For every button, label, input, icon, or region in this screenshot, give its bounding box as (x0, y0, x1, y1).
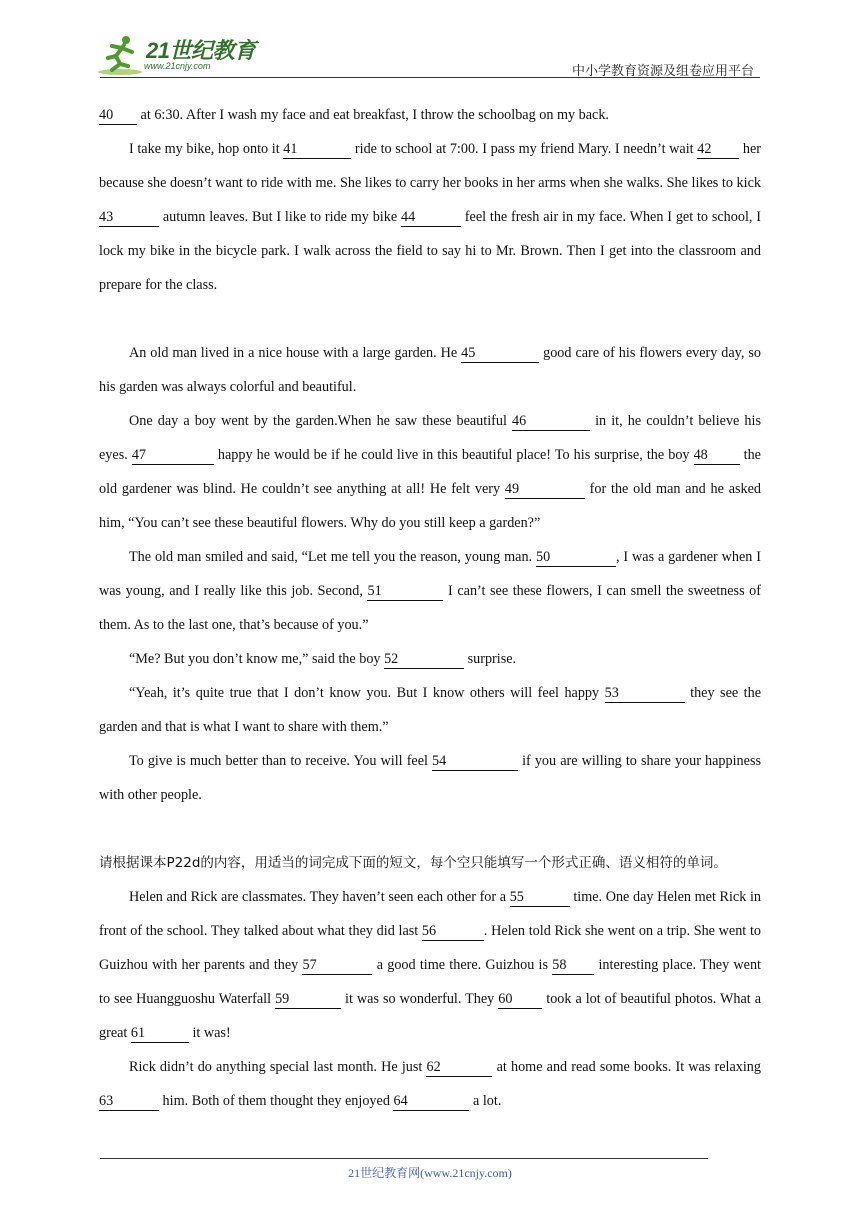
paragraph-text: interesting place. They went to see Huangguoshu Waterfall (99, 957, 761, 1007)
blank-42[interactable]: 42 (697, 140, 739, 159)
page-footer: 21世纪教育网(www.21cnjy.com) (348, 1166, 512, 1180)
paragraph-text: , I was a gardener when I was young, and I really like this job. Second, (99, 549, 761, 599)
blank-49[interactable]: 49 (505, 480, 585, 499)
paragraph-text: Helen and Rick are classmates. They haven’t seen each other for a (129, 889, 510, 905)
paragraph-text: “Yeah, it’s quite true that I don’t know you. But I know others will feel happy (129, 685, 605, 701)
paragraph-text: her because she doesn’t want to ride with me. She likes to carry her books in her arms when she walks. She likes to kick (99, 141, 761, 191)
paragraph-text: the old gardener was blind. He couldn’t see anything at all! He felt very (99, 447, 761, 497)
blank-48[interactable]: 48 (694, 446, 740, 465)
paragraph-text: him. Both of them thought they enjoyed (159, 1093, 394, 1109)
header-divider (100, 77, 760, 78)
paragraph-text: it was! (188, 1025, 231, 1041)
site-logo (96, 34, 266, 78)
running-person-icon (96, 34, 144, 76)
platform-name: 中小学教育资源及组卷应用平台 (571, 64, 754, 79)
paragraph-text: “Me? But you don’t know me,” said the boy (129, 651, 385, 667)
blank-60[interactable]: 60 (498, 990, 542, 1009)
paragraph-text: surprise. (464, 651, 517, 667)
paragraph-text: if you are willing to share your happiness with other people. (99, 753, 761, 803)
blank-63[interactable]: 63 (99, 1092, 159, 1111)
blank-44[interactable]: 44 (401, 208, 461, 227)
blank-53[interactable]: 53 (605, 684, 685, 703)
paragraph-text: for the old man and he asked him, “You can’t see these beautiful flowers. Why do you still keep a garden?” (99, 481, 762, 531)
blank-64[interactable]: 64 (393, 1092, 469, 1111)
blank-51[interactable]: 51 (367, 582, 443, 601)
paragraph-text: One day a boy went by the garden.When he saw these beautiful (129, 413, 513, 429)
blank-59[interactable]: 59 (275, 990, 341, 1009)
footer-divider (100, 1158, 708, 1159)
page-header (0, 0, 860, 80)
paragraph-text: in it, he couldn’t believe his eyes. (99, 413, 761, 463)
spacer (99, 302, 761, 336)
paragraph-text: I can’t see these flowers, I can smell the sweetness of them. As to the last one, that’s because of you.” (99, 583, 761, 633)
paragraph (99, 642, 761, 676)
blank-62[interactable]: 62 (426, 1058, 492, 1077)
paragraph (99, 880, 761, 1050)
paragraph-text: a lot. (469, 1093, 502, 1109)
paragraph-text: they see the garden and that is what I want to share with them.” (99, 685, 762, 735)
blank-52[interactable]: 52 (384, 650, 464, 669)
instruction-text: 请根据课本P22d的内容，用适当的词完成下面的短文，每个空只能填写一个形式正确、语义相符的单词。 (99, 855, 727, 871)
blank-45[interactable]: 45 (461, 344, 539, 363)
blank-46[interactable]: 46 (512, 412, 590, 431)
paragraph-text: To give is much better than to receive. You will feel (129, 753, 433, 769)
paragraph-text: Rick didn’t do anything special last month. He just (129, 1059, 427, 1075)
paragraph (99, 98, 761, 132)
paragraph-text: . Helen told Rick she went on a trip. She went to Guizhou with her parents and they (99, 923, 761, 973)
paragraph-text: time. One day Helen met Rick in front of the school. They talked about what they did last (99, 889, 761, 939)
paragraph-text: ride to school at 7:00. I pass my friend Mary. I needn’t wait (351, 141, 698, 157)
paragraph-text: feel the fresh air in my face. When I get to school, I lock my bike in the bicycle park. I walk across the field to say hi to Mr. Brown. Then I get into the classroom and prepare for the class. (99, 209, 761, 293)
paragraph (99, 132, 761, 302)
paragraph-text: An old man lived in a nice house with a large garden. He (129, 345, 462, 361)
blank-61[interactable]: 61 (131, 1024, 189, 1043)
paragraph-text: took a lot of beautiful photos. What a great (99, 991, 762, 1041)
paragraph (99, 1050, 761, 1118)
logo-url: www.21cnjy.com (144, 61, 211, 71)
blank-56[interactable]: 56 (422, 922, 484, 941)
paragraph-text: The old man smiled and said, “Let me tell you the reason, young man. (129, 549, 536, 565)
blank-43[interactable]: 43 (99, 208, 159, 227)
paragraph-text: good care of his flowers every day, so his garden was always colorful and beautiful. (99, 345, 761, 395)
blank-58[interactable]: 58 (552, 956, 594, 975)
paragraph (99, 540, 761, 642)
paragraph (99, 744, 761, 812)
blank-54[interactable]: 54 (432, 752, 518, 771)
paragraph-text: happy he would be if he could live in this beautiful place! To his surprise, the boy (213, 447, 694, 463)
document-body (99, 98, 761, 1118)
paragraph (99, 676, 761, 744)
blank-55[interactable]: 55 (510, 888, 570, 907)
blank-41[interactable]: 41 (283, 140, 351, 159)
paragraph-text: at 6:30. After I wash my face and eat breakfast, I throw the schoolbag on my back. (137, 107, 609, 123)
paragraph-text: I take my bike, hop onto it (129, 141, 284, 157)
paragraph-text: a good time there. Guizhou is (372, 957, 553, 973)
paragraph (99, 336, 761, 404)
blank-57[interactable]: 57 (302, 956, 372, 975)
blank-47[interactable]: 47 (132, 446, 214, 465)
blank-40[interactable]: 40 (99, 106, 137, 125)
paragraph-text: it was so wonderful. They (341, 991, 499, 1007)
spacer (99, 812, 761, 846)
blank-50[interactable]: 50 (536, 548, 616, 567)
paragraph-text: at home and read some books. It was relaxing (492, 1059, 761, 1075)
paragraph-text: autumn leaves. But I like to ride my bike (159, 209, 401, 225)
paragraph (99, 404, 761, 540)
logo-text: 21世纪教育 (146, 38, 256, 63)
